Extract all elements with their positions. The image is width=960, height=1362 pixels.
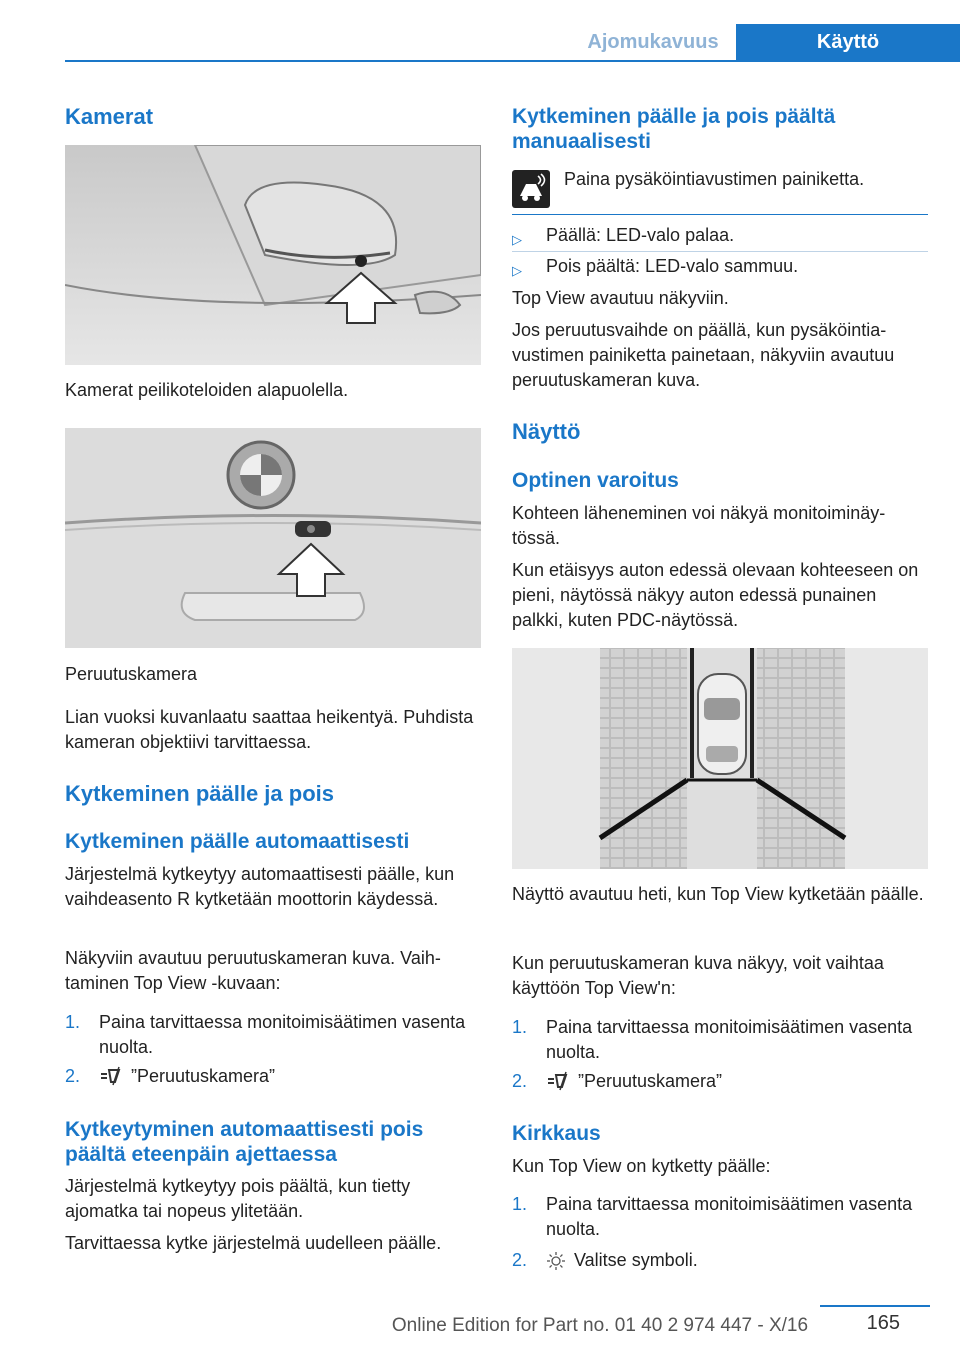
list-item: [512, 1248, 928, 1273]
camera-menu-icon: [99, 1066, 123, 1093]
tab-kaytto[interactable]: Käyttö: [736, 24, 960, 61]
separator: [512, 251, 928, 252]
list-text: ”Peruutuskamera”: [578, 1071, 723, 1091]
footer-rule: [820, 1305, 930, 1307]
heading-kamerat: Kamerat: [65, 104, 154, 129]
footer-edition: Online Edition for Part no. 01 40 2 974 447 - X/16: [391, 1315, 809, 1336]
triangle-bullet-icon: ▷: [512, 232, 522, 247]
top-view-image: [512, 648, 928, 869]
list-number: 2.: [512, 1250, 528, 1270]
list-text: Valitse symboli.: [574, 1250, 698, 1270]
list-number: 1.: [512, 1017, 528, 1037]
paragraph-jos: Jos peruutusvaihde on päällä, kun pysäköintiavustimen painiketta painetaan, näkyviin avautuu peruutuskameran kuva.: [512, 320, 895, 390]
paragraph-pois2: Tarvittaessa kytke järjestelmä uudelleen päälle.: [65, 1233, 442, 1253]
rear-camera-image: [65, 428, 481, 648]
triangle-bullet-icon: ▷: [512, 263, 522, 278]
heading-automaattisesti: Kytkeminen päälle automaattisesti: [65, 830, 410, 853]
paragraph-kohteen: Kohteen läheneminen voi näkyä monitoiminäytössä.: [512, 503, 886, 548]
heading-kytkeminen: Kytkeminen päälle ja pois: [65, 781, 334, 806]
paragraph-topview: Top View avautuu näkyviin.: [512, 288, 729, 308]
paragraph-nakyviin: Näkyviin avautuu peruutuskameran kuva. Vaihtaminen Top View -kuvaan:: [65, 948, 441, 993]
heading-pois-paalta: Kytkeytyminen automaattisesti pois päältä eteenpäin ajettaessa: [65, 1118, 424, 1166]
paragraph-kun-top: Kun Top View on kytketty päälle:: [512, 1156, 771, 1176]
list-item: [65, 1010, 481, 1060]
list-text: Paina tarvittaessa monitoimisäätimen vasenta nuolta.: [546, 1194, 913, 1239]
list-text: ”Peruutuskamera”: [131, 1066, 276, 1086]
page-number: 165: [866, 1312, 900, 1334]
brightness-icon: [546, 1251, 566, 1278]
paragraph-lian: Lian vuoksi kuvanlaatu saattaa heikentyä. Puhdista kameran objektiivi tarvittaessa.: [65, 707, 474, 752]
bullet-text: Pois päältä: LED-valo sammuu.: [546, 256, 799, 276]
list-text: Paina tarvittaessa monitoimisäätimen vasenta nuolta.: [99, 1012, 466, 1057]
heading-naytto: Näyttö: [512, 419, 581, 444]
paragraph-kun-peruutus: Kun peruutuskameran kuva näkyy, voit vaihtaa käyttöön Top View'n:: [512, 953, 884, 998]
list-number: 1.: [65, 1012, 81, 1032]
paragraph-pois1: Järjestelmä kytkeytyy pois päältä, kun tietty ajomatka tai nopeus ylitetään.: [65, 1176, 411, 1221]
paragraph-paina: Paina pysäköintiavustimen painiketta.: [564, 169, 865, 189]
camera-menu-icon: [546, 1071, 570, 1098]
bullet-item: [512, 223, 928, 248]
paragraph-jarjestelma: Järjestelmä kytkeytyy automaattisesti päälle, kun vaihdeasento R kytketään moottorin käydessä.: [65, 864, 455, 909]
list-number: 1.: [512, 1194, 528, 1214]
mirror-camera-image: [65, 145, 481, 365]
list-number: 2.: [65, 1066, 81, 1086]
list-item: [512, 1015, 928, 1065]
heading-kirkkaus: Kirkkaus: [512, 1122, 601, 1145]
caption-rear-camera: Peruutuskamera: [65, 664, 198, 684]
list-item: [512, 1069, 928, 1094]
caption-mirror: Kamerat peilikoteloiden alapuolella.: [65, 380, 349, 400]
heading-optinen: Optinen varoitus: [512, 469, 679, 492]
heading-manuaalisesti: Kytkeminen päälle ja pois päältä manuaalisesti: [512, 105, 836, 153]
list-text: Paina tarvittaessa monitoimisäätimen vasenta nuolta.: [546, 1017, 913, 1062]
park-assist-button-icon: [512, 170, 550, 208]
list-item: [512, 1192, 928, 1242]
paragraph-naytto-avautuu: Näyttö avautuu heti, kun Top View kytketään päälle.: [512, 884, 924, 904]
header-rule: [65, 60, 960, 62]
tab-ajomukavuus[interactable]: Ajomukavuus: [587, 31, 719, 53]
list-number: 2.: [512, 1071, 528, 1091]
bullet-text: Päällä: LED-valo palaa.: [546, 225, 735, 245]
paragraph-kun-etaisyys: Kun etäisyys auton edessä olevaan kohteeseen on pieni, näytössä näkyy auton edessä punainen palkki, kuten PDC-näytössä.: [512, 560, 919, 630]
bullet-item: [512, 254, 928, 279]
list-item: [65, 1064, 481, 1089]
separator: [512, 214, 928, 215]
